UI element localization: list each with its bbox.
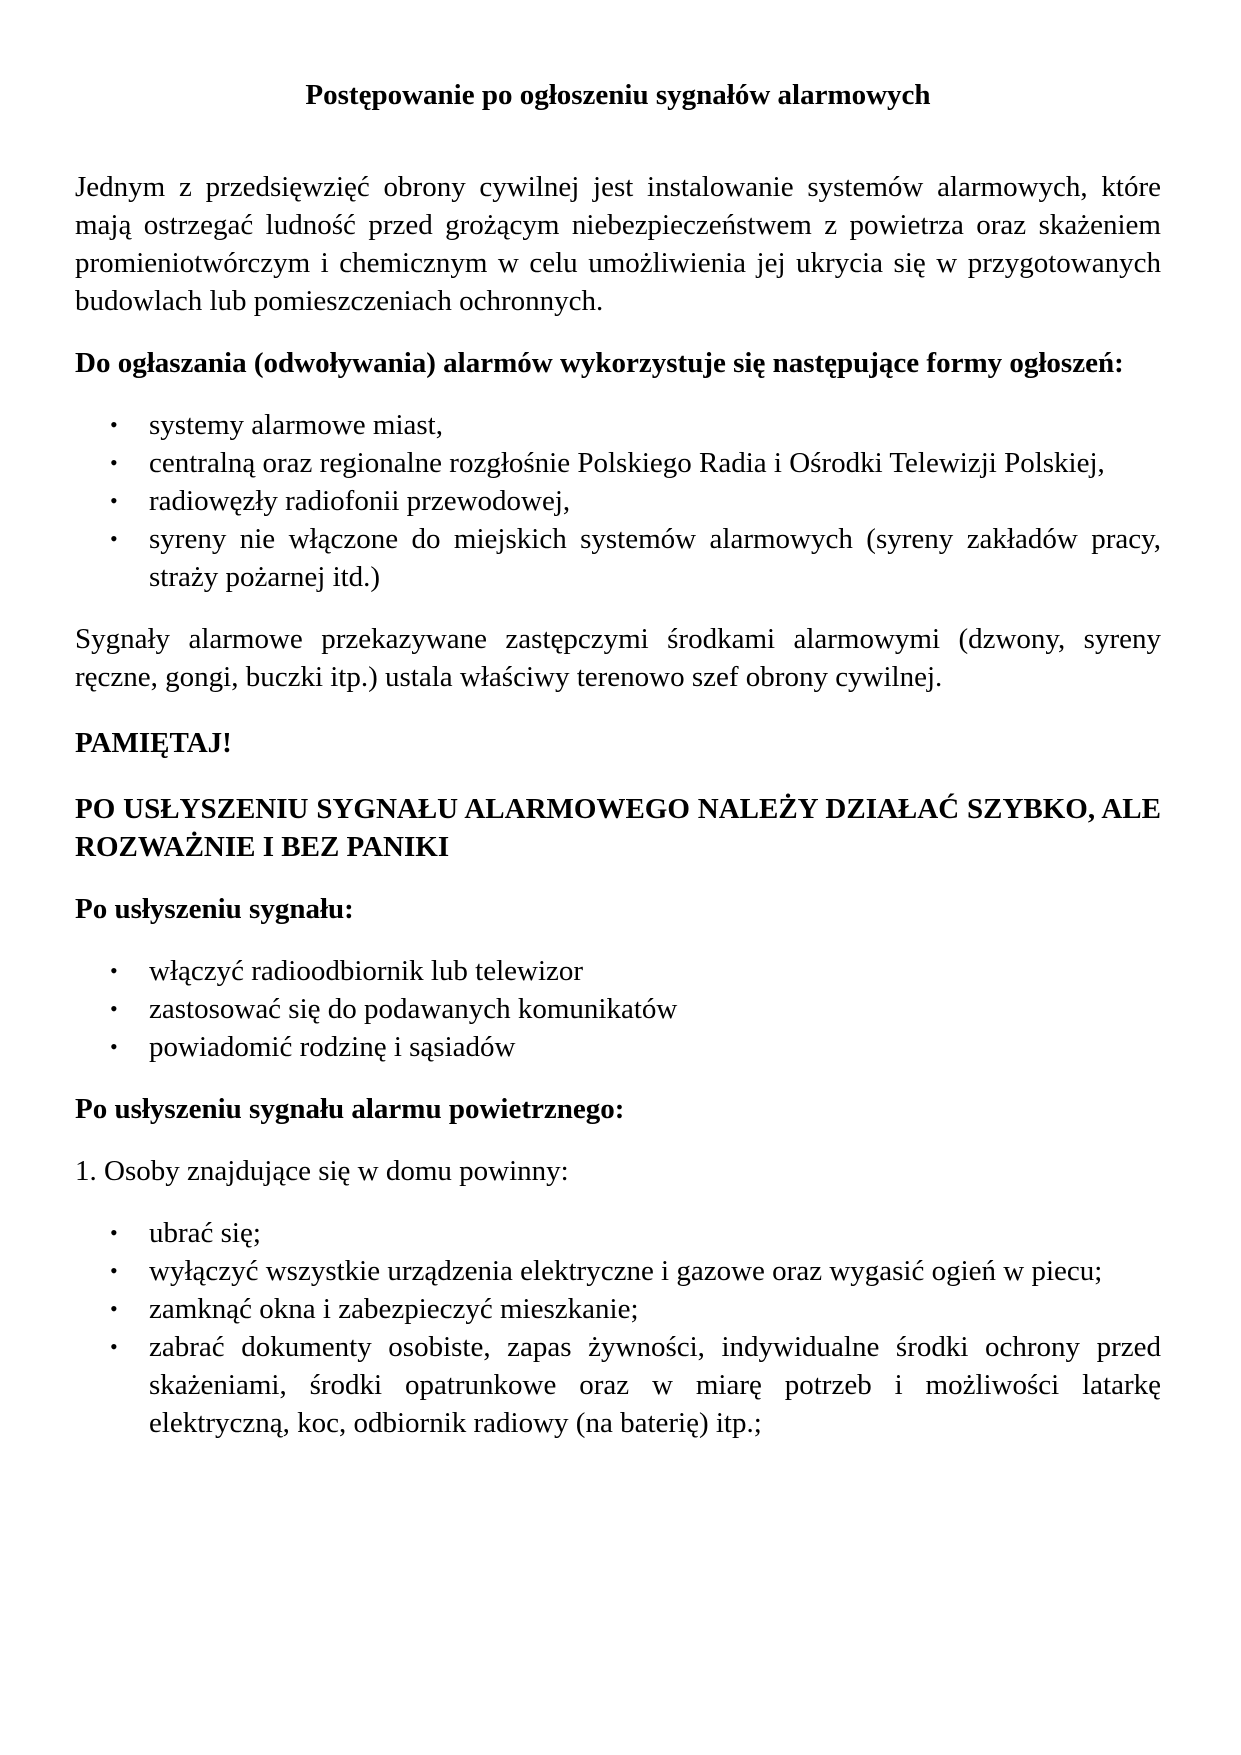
list-item: • radiowęzły radiofonii przewodowej, bbox=[75, 482, 1161, 520]
list-item: • centralną oraz regionalne rozgłośnie Polskiego Radia i Ośrodki Telewizji Polskiej, bbox=[75, 444, 1161, 482]
remember-heading: PAMIĘTAJ! bbox=[75, 727, 232, 759]
list-item: • ubrać się; bbox=[75, 1214, 1161, 1252]
forms-list bbox=[75, 406, 1161, 596]
at-home-list bbox=[75, 1214, 1161, 1442]
warning-heading: PO USŁYSZENIU SYGNAŁU ALARMOWEGO NALEŻY DZIAŁAĆ SZYBKO, ALE ROZWAŻNIE I BEZ PANIKI bbox=[75, 793, 1161, 863]
list-item: • zamknąć okna i zabezpieczyć mieszkanie; bbox=[75, 1290, 1161, 1328]
list-item: • syreny nie włączone do miejskich systemów alarmowych (syreny zakładów pracy, straży pożarnej itd.) bbox=[75, 520, 1161, 596]
intro-paragraph: Jednym z przedsięwzięć obrony cywilnej jest instalowanie systemów alarmowych, które mają ostrzegać ludność przed grożącym niebezpieczeństwem z powietrza oraz skażeniem promieniotwórczym i chemicznym w celu umożliwienia jej ukrycia się w przygotowanych budowlach lub pomieszczeniach ochronnych. bbox=[75, 171, 1161, 317]
list-item: • zabrać dokumenty osobiste, zapas żywności, indywidualne środki ochrony przed skażeniami, środki opatrunkowe oraz w miarę potrzeb i możliwości latarkę elektryczną, koc, odbiornik radiowy (na baterię) itp.; bbox=[75, 1328, 1161, 1442]
list-item: • włączyć radioodbiornik lub telewizor bbox=[75, 952, 1161, 990]
forms-heading: Do ogłaszania (odwoływania) alarmów wykorzystuje się następujące formy ogłoszeń: bbox=[75, 347, 1124, 379]
list-item: • wyłączyć wszystkie urządzenia elektryczne i gazowe oraz wygasić ogień w piecu; bbox=[75, 1252, 1161, 1290]
air-alarm-heading: Po usłyszeniu sygnału alarmu powietrznego: bbox=[75, 1093, 625, 1125]
document-title: Postępowanie po ogłoszeniu sygnałów alarmowych bbox=[305, 79, 931, 111]
after-signal-heading: Po usłyszeniu sygnału: bbox=[75, 893, 354, 925]
list-item: • powiadomić rodzinę i sąsiadów bbox=[75, 1028, 1161, 1066]
after-signal-list bbox=[75, 952, 1161, 1066]
list-item: • systemy alarmowe miast, bbox=[75, 406, 1161, 444]
list-item: • zastosować się do podawanych komunikatów bbox=[75, 990, 1161, 1028]
at-home-intro: 1. Osoby znajdujące się w domu powinny: bbox=[75, 1155, 569, 1187]
substitute-signals-paragraph: Sygnały alarmowe przekazywane zastępczymi środkami alarmowymi (dzwony, syreny ręczne, gongi, buczki itp.) ustala właściwy terenowo szef obrony cywilnej. bbox=[75, 623, 1161, 693]
